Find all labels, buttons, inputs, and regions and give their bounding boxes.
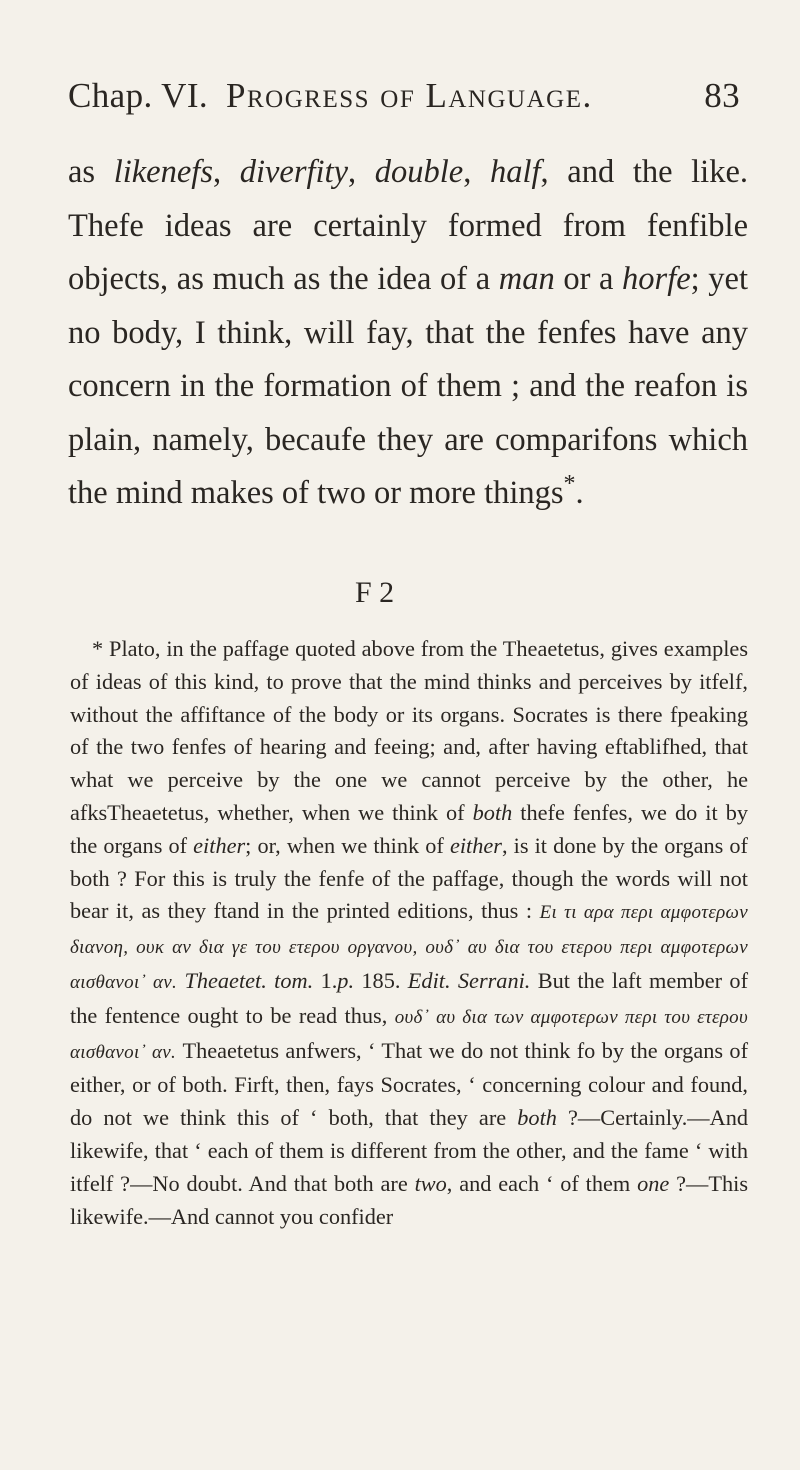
running-head [68, 74, 740, 118]
text-run: Theaetetus anfwers, ‘ That we do not think fo by the organs of either, or of both. Firft, then, fays Socrates, ‘ concerning colour and found, do not we think this of ‘ both, that they are [70, 1037, 748, 1131]
text-run: , [212, 154, 240, 190]
text-run: thefe fenfes, we do it by the organs of [70, 799, 749, 858]
text-run: , [463, 154, 490, 190]
text-run: * Plato, in the paffage quoted above from the Theaetetus, gives examples of ideas of this kind, to prove that the mind thinks and perceives by itfelf, without the affiftance of the body or its organs. Socrates is there fpeaking of the two fenfes of hearing and feeing; and, after having eftablifhed, that what we perceive by the one we cannot perceive by the other, he afksTheaetetus, whether, when we think of [70, 636, 748, 825]
citation-title: Theaetet. tom. [184, 967, 314, 993]
footnote-marker: * [563, 471, 576, 498]
page-number: 83 [704, 76, 740, 115]
text-run: as [68, 154, 114, 190]
italic-term: both [472, 799, 513, 825]
page-abbrev: p. [337, 967, 355, 993]
chapter-title: Progress of Language. [226, 76, 593, 115]
italic-term: horfe [622, 261, 691, 297]
text-run: But the laft member of the fentence ought to be read thus, [70, 967, 749, 1028]
text-run: ; yet no body, I think, will fay, that the fenfes have any concern in the formation of them ; and the reafon is plain, namely, becaufe they are comparifons which the mind makes of two or more things [68, 261, 748, 511]
greek-quotation: Ει τι αρα περι αμφοτερων διανοη, ουκ αν δια γε του ετερου οργανου, ουδ᾽ αυ δια του ετερου περι αμφοτερων αισθανοι᾽ αν. [70, 902, 749, 993]
signature-mark: F 2 [355, 576, 395, 609]
text-run: 1. [313, 967, 338, 993]
text-run: . [575, 475, 584, 511]
text-run: or a [554, 261, 623, 297]
footnote-paragraph [70, 633, 748, 1233]
italic-term: man [498, 261, 555, 297]
text-run: ; or, when we think of [245, 832, 450, 858]
text-run: , and the like. Thefe ideas are certainly formed from fenfible objects, as much as the idea of a [68, 154, 749, 297]
italic-term: either [193, 832, 246, 858]
italic-term: double [374, 154, 464, 190]
italic-term: both [517, 1105, 557, 1131]
text-run: ?—This likewife.—And cannot you confider [70, 1170, 748, 1229]
text-run: 185. [354, 967, 408, 993]
greek-quotation: ουδ᾽ αυ δια των αμφοτερων περι του ετερου αισθανοι᾽ αν. [70, 1006, 748, 1063]
text-run: , is it done by the organs of both ? For this is truly the fenfe of the paffage, though the words will not bear it, as they ftand in the printed editions, thus : [70, 832, 748, 924]
text-run: , and each ‘ of them [446, 1170, 638, 1196]
italic-term: one [637, 1170, 670, 1196]
italic-term: half [489, 154, 541, 190]
chapter-label: Chap. VI. [68, 76, 209, 115]
text-run: ?—Certainly.—And likewife, that ‘ each of them is different from the other, and the fame ‘ with itfelf ?—No doubt. And that both are [70, 1105, 748, 1196]
footnote [70, 633, 748, 1233]
main-paragraph [68, 146, 748, 521]
italic-term: diverfity [239, 154, 349, 190]
text-run: , [348, 154, 375, 190]
italic-term: two [414, 1170, 447, 1196]
italic-term: likenefs [113, 154, 213, 190]
edition-note: Edit. Serrani. [407, 967, 531, 993]
italic-term: either [449, 832, 502, 858]
